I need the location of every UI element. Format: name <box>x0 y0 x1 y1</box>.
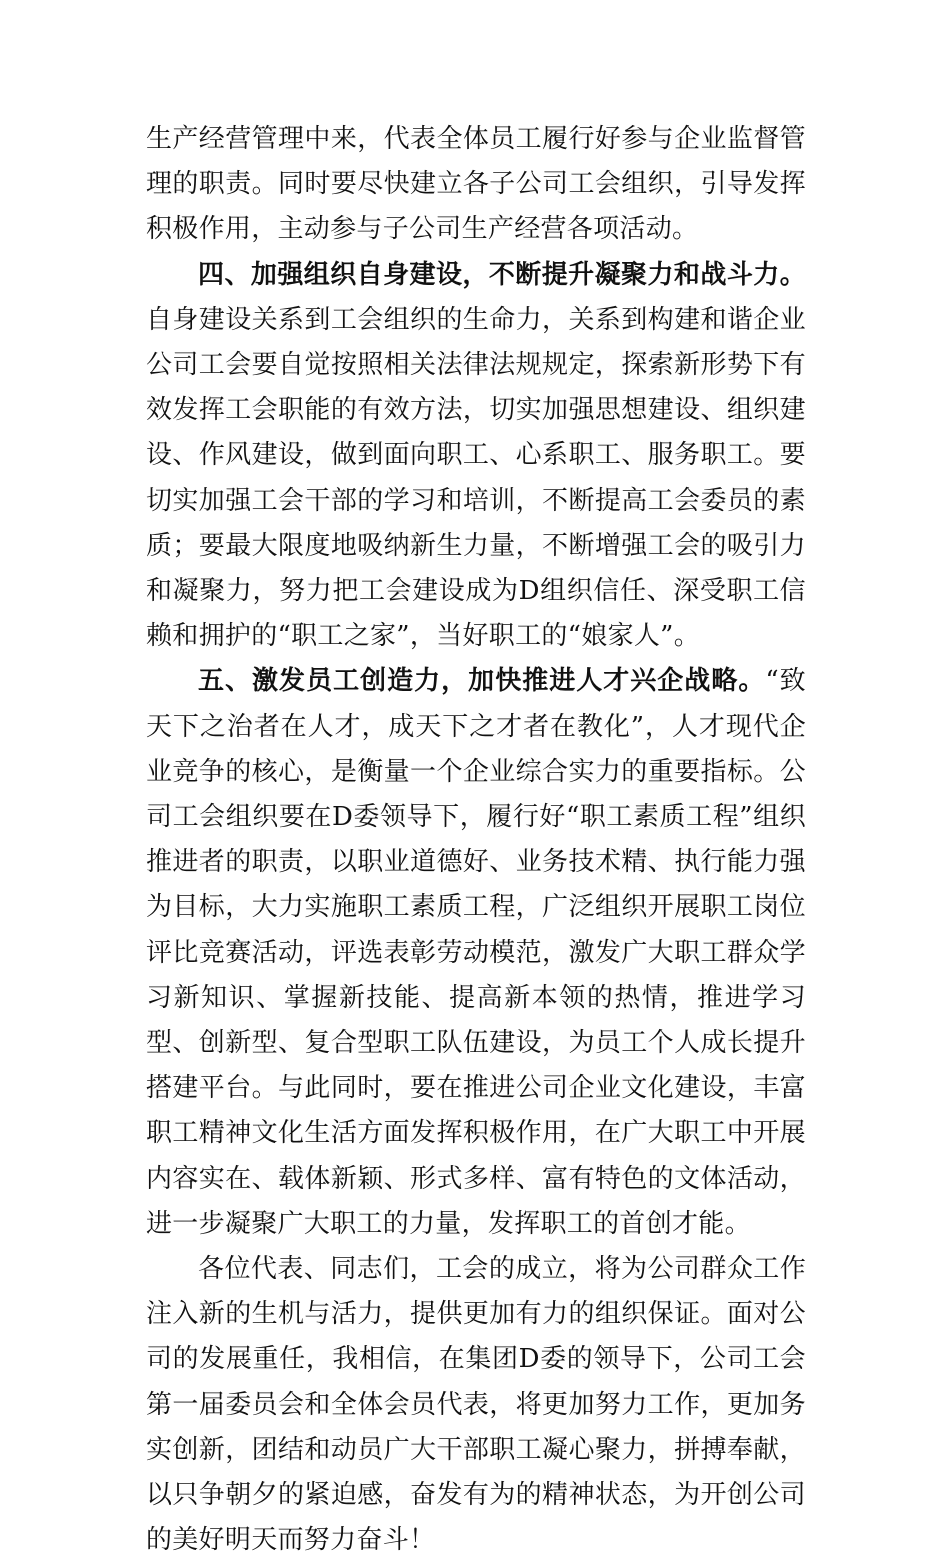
closing-text: 各位代表、同志们，工会的成立，将为公司群众工作注入新的生机与活力，提供更加有力的组织保证。面对公司的发展重任，我相信，在集团D委的领导下，公司工会第一届委员会和全体会员代表，将更加努力工作，更加务实创新，团结和动员广大干部职工凝心聚力，拼搏奉献，以只争朝夕的紧迫感，奋发有为的精神状态，为开创公司的美好明天而努力奋斗！ <box>146 1254 806 1556</box>
section-four-body: 自身建设关系到工会组织的生命力，关系到构建和谐企业公司工会要自觉按照相关法律法规规定，探索新形势下有效发挥工会职能的有效方法，切实加强思想建设、组织建设、作风建设，做到面向职工、心系职工、服务职工。要切实加强工会干部的学习和培训，不断提高工会委员的素质；要最大限度地吸纳新生力量，不断增强工会的吸引力和凝聚力，努力把工会建设成为D组织信任、深受职工信赖和拥护的“职工之家”，当好职工的“娘家人”。 <box>146 304 806 652</box>
document-body <box>146 117 806 1564</box>
paragraph-text: 生产经营管理中来，代表全体员工履行好参与企业监督管理的职责。同时要尽快建立各子公司工会组织，引导发挥积极作用，主动参与子公司生产经营各项活动。 <box>146 124 806 245</box>
paragraph-closing <box>146 1247 806 1563</box>
section-five-body: “致天下之治者在人才，成天下之才者在教化”，人才现代企业竞争的核心，是衡量一个企业综合实力的重要指标。公司工会组织要在D委领导下，履行好“职工素质工程”组织推进者的职责，以职业道德好、业务技术精、执行能力强为目标，大力实施职工素质工程，广泛组织开展职工岗位评比竞赛活动，评选表彰劳动模范，激发广大职工群众学习新知识、掌握新技能、提高新本领的热情，推进学习型、创新型、复合型职工队伍建设，为员工个人成长提升搭建平台。与此同时，要在推进公司企业文化建设，丰富职工精神文化生活方面发挥积极作用，在广大职工中开展内容实在、载体新颖、形式多样、富有特色的文体活动，进一步凝聚广大职工的力量，发挥职工的首创才能。 <box>146 666 806 1239</box>
section-five-heading: 五、激发员工创造力，加快推进人才兴企战略。 <box>198 666 766 697</box>
paragraph-continuation <box>146 117 806 253</box>
paragraph-section-five <box>146 659 806 1247</box>
paragraph-section-four <box>146 253 806 660</box>
section-four-heading: 四、加强组织自身建设，不断提升凝聚力和战斗力。 <box>198 259 806 290</box>
